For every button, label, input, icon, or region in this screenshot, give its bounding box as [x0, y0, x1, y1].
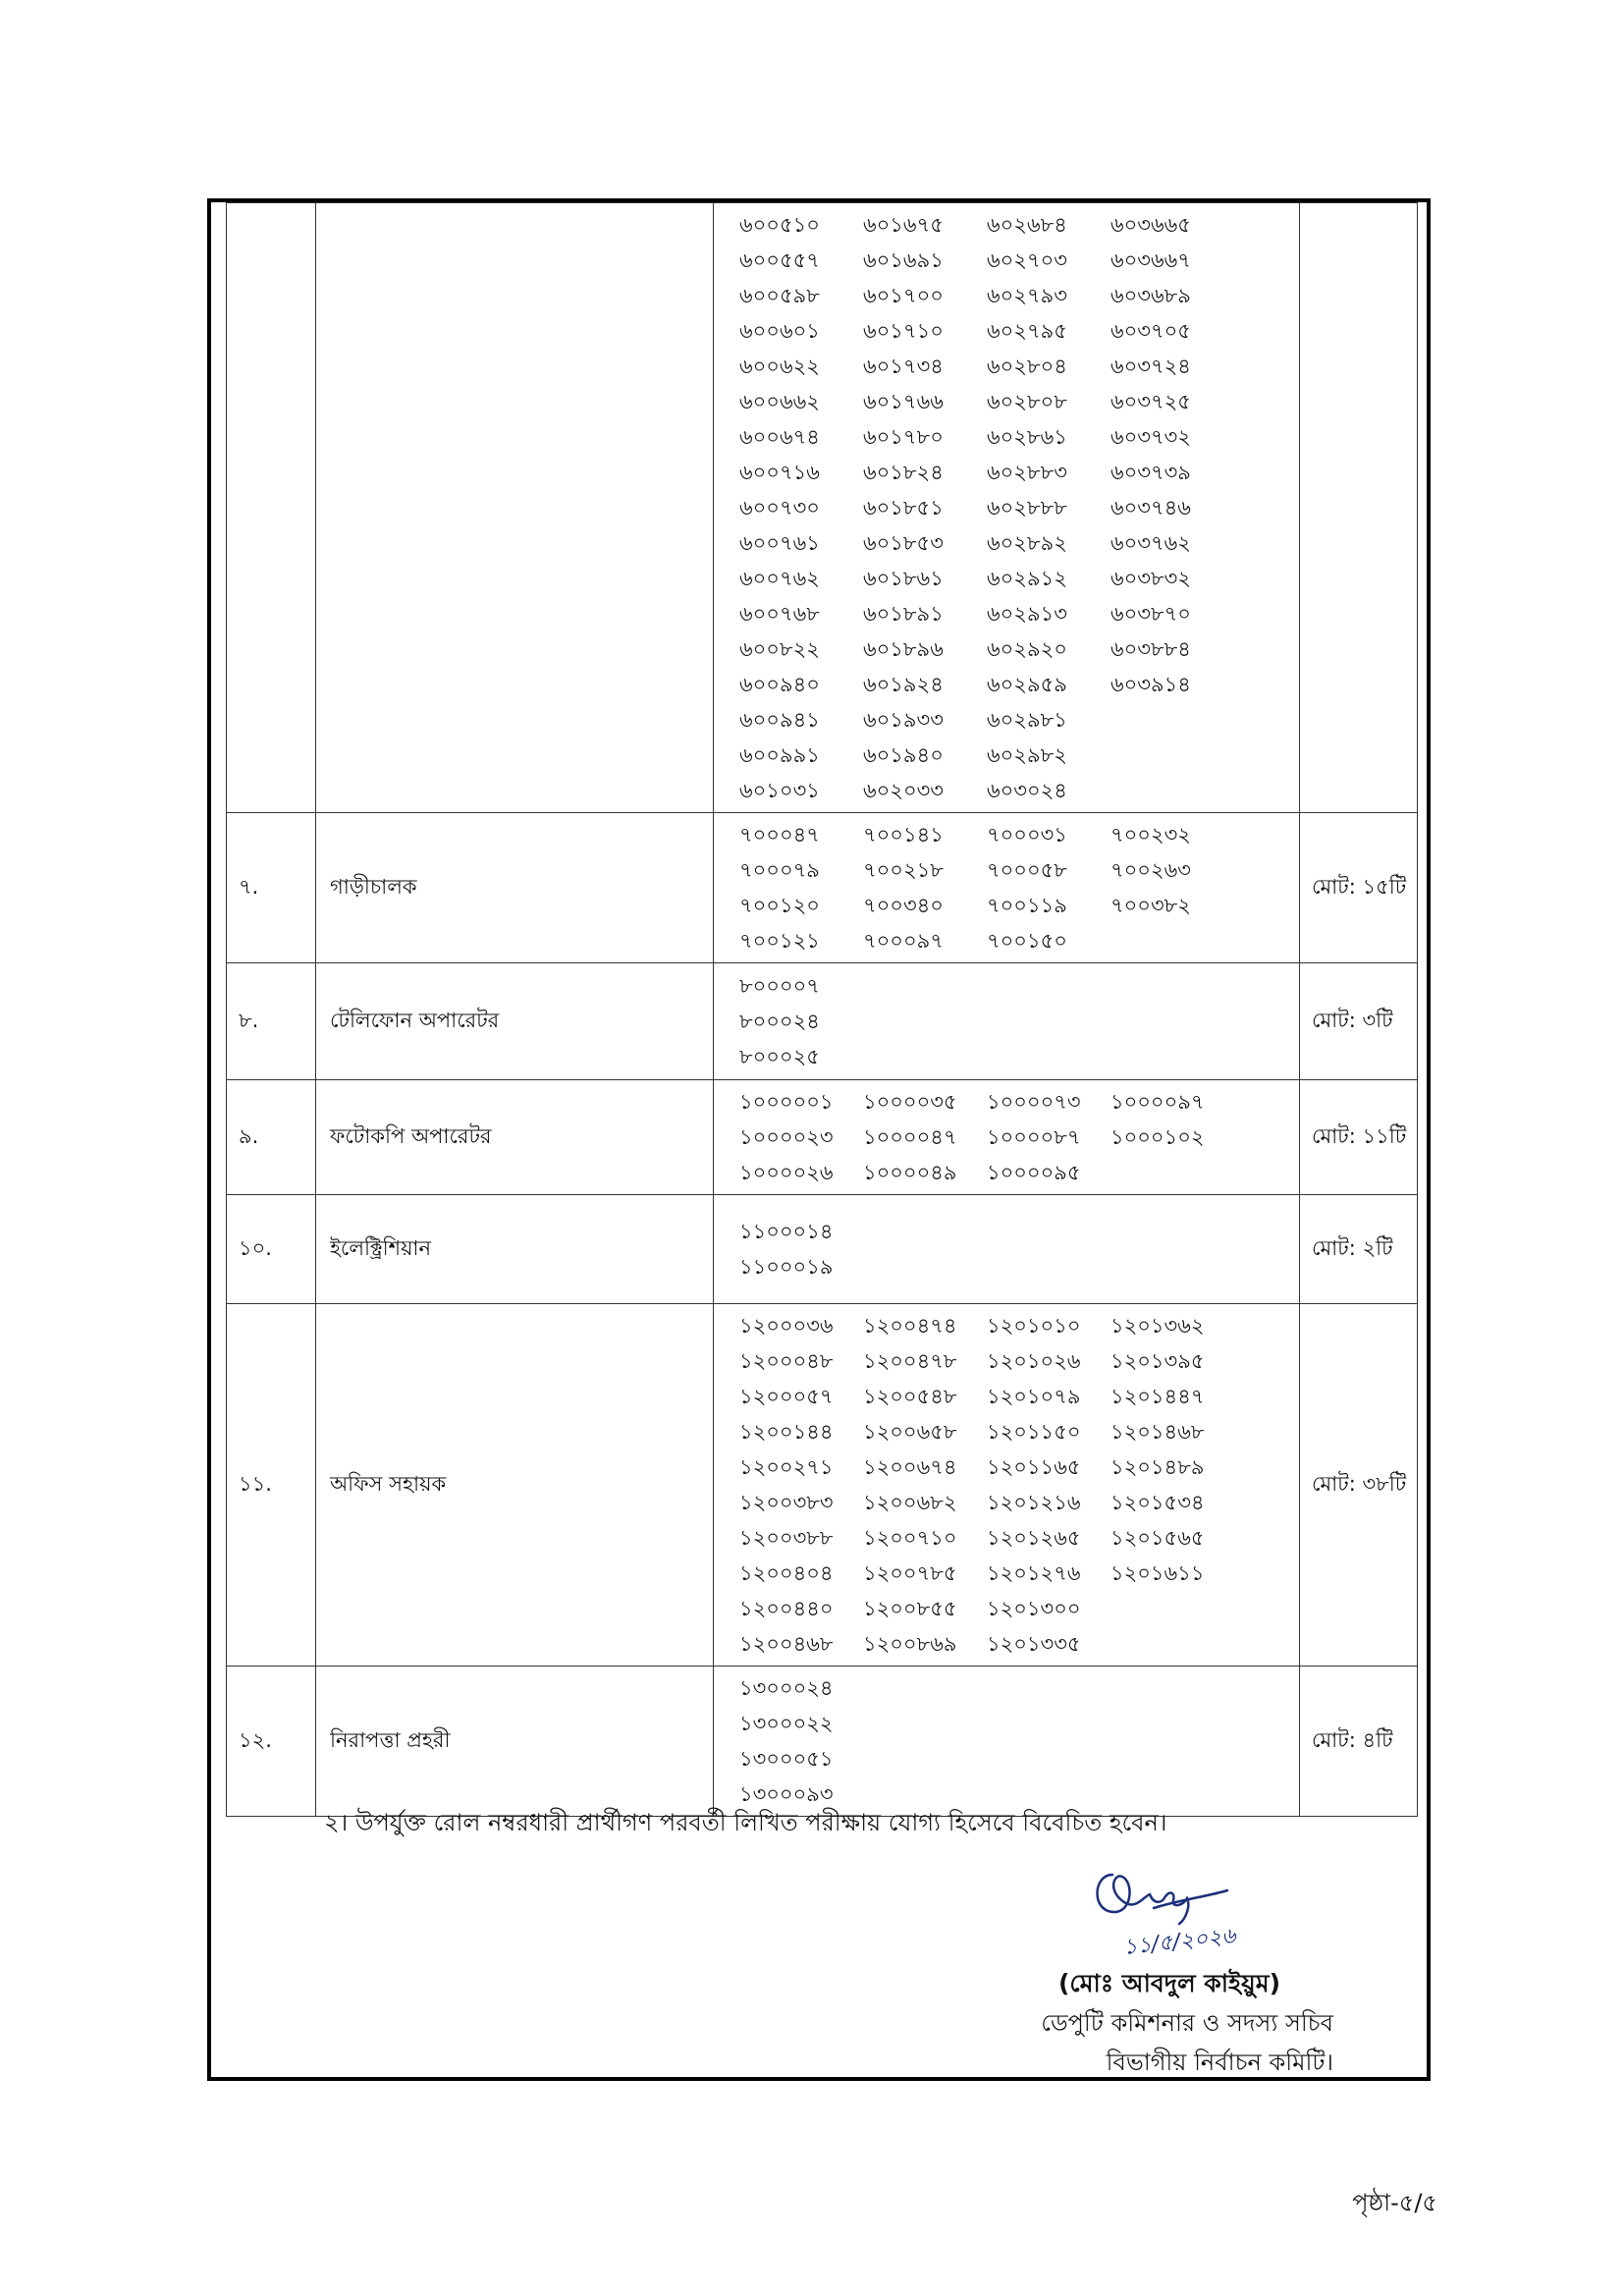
roll-number: ৬০২৮৬১ — [987, 425, 1067, 449]
roll-number: ৬০২৯১৩ — [987, 602, 1067, 626]
table-row — [227, 1304, 1418, 1667]
roll-number: ১২০০৭৮৫ — [863, 1561, 957, 1585]
roll-number: ৬০৩৭৩৯ — [1110, 461, 1191, 484]
roll-number: ৭০০০৫৮ — [987, 858, 1067, 882]
roll-number: ১২০০১৪৪ — [739, 1420, 834, 1444]
signatory-name: (মোঃ আবদুল কাইয়ুম) — [1058, 1969, 1281, 1997]
roll-number: ৬০০৯৯১ — [739, 743, 820, 767]
roll-number: ১২০০০৫৭ — [739, 1385, 834, 1408]
roll-number: ৬০২৯৫৯ — [987, 673, 1067, 696]
roll-number: ১২০১৩৯৫ — [1110, 1349, 1205, 1373]
roll-number: ১৩০০০৫১ — [739, 1747, 834, 1771]
roll-number: ৭০০২১৮ — [863, 858, 944, 882]
roll-number: ১২০০৮৫৫ — [863, 1597, 957, 1620]
roll-number: ৬০০৯৪০ — [739, 673, 820, 696]
roll-number: ৬০০৬৬২ — [739, 390, 820, 413]
roll-number: ৭০০১১৯ — [987, 894, 1067, 917]
roll-number: ৭০০১৪১ — [863, 823, 944, 847]
roll-number-list — [739, 968, 1299, 1074]
roll-number: ১২০১৪৪৭ — [1110, 1385, 1205, 1408]
roll-number: ৭০০০৯৭ — [863, 929, 944, 953]
roll-number: ১২০১১৬৫ — [987, 1455, 1081, 1479]
roll-number: ৬০০৬২২ — [739, 355, 820, 378]
roll-number — [1110, 738, 1234, 773]
roll-number: ১০০০০২৬ — [739, 1161, 834, 1184]
roll-number: ১২০০৮৬৯ — [863, 1632, 957, 1656]
roll-number-list — [739, 1670, 1299, 1812]
roll-number: ৬০০৫৫৭ — [739, 248, 820, 272]
roll-number: ১২০১৩৬২ — [1110, 1314, 1205, 1338]
roll-number: ১০০০১০২ — [1110, 1125, 1205, 1149]
roll-number: ৬০১৮৬১ — [863, 567, 944, 590]
roll-number: ৬০১৮৫৩ — [863, 531, 944, 555]
roll-number: ৬০১৮৯৬ — [863, 637, 944, 661]
roll-number — [1110, 773, 1234, 808]
roll-number: ৬০১৭৩৪ — [863, 355, 944, 378]
roll-number: ১৩০০০২৪ — [739, 1676, 834, 1700]
roll-number: ৬০০৬৭৪ — [739, 425, 820, 449]
roll-numbers-cell — [714, 1195, 1300, 1304]
roll-number: ৬০৩৭৪৬ — [1110, 496, 1191, 519]
roll-numbers-cell — [714, 963, 1300, 1080]
roll-number: ১০০০০৪৯ — [863, 1161, 957, 1184]
post-cell: ফটোকপি অপারেটর — [316, 1080, 714, 1195]
serial-cell — [227, 203, 316, 813]
signature-date: ১১/৫/২০২৬ — [1121, 1924, 1237, 1960]
roll-number: ৬০১৯৪০ — [863, 743, 944, 767]
roll-number: ৮০০০০৭ — [739, 974, 820, 998]
roll-number: ৬০০৫১০ — [739, 213, 820, 237]
roll-number: ৭০০১৫০ — [987, 929, 1067, 953]
roll-number — [1110, 1626, 1234, 1662]
roll-number: ৮০০০২৫ — [739, 1045, 820, 1068]
roll-number: ১২০১৪৬৮ — [1110, 1420, 1205, 1444]
roll-number: ১২০০৬৫৮ — [863, 1420, 957, 1444]
roll-number: ৬০১৬৯১ — [863, 248, 944, 272]
roll-number: ১২০০৭১০ — [863, 1526, 957, 1550]
roll-number: ৬০৩৬৬৫ — [1110, 213, 1191, 237]
roll-number: ১০০০০০১ — [739, 1090, 834, 1114]
table-row — [227, 813, 1418, 963]
roll-number: ৭০০৩৪০ — [863, 894, 944, 917]
roll-number — [1110, 1155, 1234, 1190]
roll-number: ৭০০১২০ — [739, 894, 820, 917]
serial-cell: ১২. — [227, 1667, 316, 1817]
roll-number: ৬০০৭৬১ — [739, 531, 820, 555]
roll-number: ৬০০৬০১ — [739, 319, 820, 343]
total-count: মোট: ৩টি — [1300, 963, 1418, 1080]
roll-number: ৬০২৮৮৩ — [987, 461, 1067, 484]
roll-number: ১২০০০৩৬ — [739, 1314, 834, 1338]
roll-number: ৬০২৮৯২ — [987, 531, 1067, 555]
post-cell: টেলিফোন অপারেটর — [316, 963, 714, 1080]
roll-numbers-cell — [714, 203, 1300, 813]
roll-number: ১৩০০০২২ — [739, 1712, 834, 1735]
roll-number: ১২০১১৫০ — [987, 1420, 1081, 1444]
roll-number: ১২০১২৭৬ — [987, 1561, 1081, 1585]
roll-number: ১২০১৪৮৯ — [1110, 1455, 1205, 1479]
post-cell: অফিস সহায়ক — [316, 1304, 714, 1667]
roll-number: ১২০০৩৮৩ — [739, 1491, 834, 1514]
roll-number: ১২০০৪৭৪ — [863, 1314, 957, 1338]
roll-number: ৬০২৮০৪ — [987, 355, 1067, 378]
total-count: মোট: ৪টি — [1300, 1667, 1418, 1817]
roll-number: ৬০৩৭২৫ — [1110, 390, 1191, 413]
eligibility-note: ২। উপর্যুক্ত রোল নম্বরধারী প্রার্থীগণ পরবর্তী লিখিত পরীক্ষায় যোগ্য হিসেবে বিবেচিত হবেন। — [324, 1809, 1167, 1836]
roll-number: ৬০২৯১২ — [987, 567, 1067, 590]
roll-number: ৬০২০৩৩ — [863, 779, 944, 802]
roll-number: ৬০০৫৯৮ — [739, 284, 820, 307]
roll-number: ১০০০০৪৭ — [863, 1125, 957, 1149]
roll-number: ১২০০৪৭৮ — [863, 1349, 957, 1373]
roll-number — [1110, 702, 1234, 738]
post-cell — [316, 203, 714, 813]
post-cell: নিরাপত্তা প্রহরী — [316, 1667, 714, 1817]
roll-number: ৬০২৭৯৩ — [987, 284, 1067, 307]
roll-number: ১২০১৩৩৫ — [987, 1632, 1081, 1656]
roll-number-grid — [739, 1308, 1299, 1662]
roll-number: ৬০৩৯১৪ — [1110, 673, 1191, 696]
roll-number — [1110, 923, 1234, 958]
roll-number: ৬০২৭০৩ — [987, 248, 1067, 272]
roll-number: ৬০৩৬৬৭ — [1110, 248, 1191, 272]
roll-number: ৬০১৭০০ — [863, 284, 944, 307]
roll-number: ৬০০৮২২ — [739, 637, 820, 661]
roll-number: ৬০২৯৮১ — [987, 708, 1067, 732]
roll-number: ৭০০২৬৩ — [1110, 858, 1191, 882]
roll-number: ৬০০৭১৬ — [739, 461, 820, 484]
table-row — [227, 203, 1418, 813]
total-count: মোট: ১৫টি — [1300, 813, 1418, 963]
roll-number: ১২০০৪৪০ — [739, 1597, 834, 1620]
roll-number: ১০০০০৩৫ — [863, 1090, 957, 1114]
roll-number-grid — [739, 207, 1299, 808]
roll-number: ১২০০৪০৪ — [739, 1561, 834, 1585]
roll-numbers-cell — [714, 813, 1300, 963]
roll-number: ১০০০০২৩ — [739, 1125, 834, 1149]
roll-number: ৬০০৭৩০ — [739, 496, 820, 519]
roll-number: ৬০৩৮৮৪ — [1110, 637, 1191, 661]
results-table — [226, 202, 1418, 1817]
roll-number-grid — [739, 817, 1299, 958]
roll-number: ৬০৩৭০৫ — [1110, 319, 1191, 343]
roll-number: ৬০৩৮৩২ — [1110, 567, 1191, 590]
table-row — [227, 963, 1418, 1080]
total-count: মোট: ৩৮টি — [1300, 1304, 1418, 1667]
signatory-designation — [1041, 2003, 1333, 2082]
serial-cell: ৮. — [227, 963, 316, 1080]
roll-number: ৬০১৭৬৬ — [863, 390, 944, 413]
designation-line: বিভাগীয় নির্বাচন কমিটি। — [1106, 2049, 1333, 2076]
roll-number: ১২০০৬৮২ — [863, 1491, 957, 1514]
roll-numbers-cell — [714, 1667, 1300, 1817]
page-number: পৃষ্ঠা-৫/৫ — [1352, 2189, 1437, 2216]
roll-number: ১২০১৫৬৫ — [1110, 1526, 1205, 1550]
roll-number: ৬০১৯২৪ — [863, 673, 944, 696]
serial-cell: ১১. — [227, 1304, 316, 1667]
roll-number: ৬০২৮০৮ — [987, 390, 1067, 413]
roll-number: ৭০০০৭৯ — [739, 858, 820, 882]
roll-number: ৬০২৯৮২ — [987, 743, 1067, 767]
roll-number: ৬০০৭৬৮ — [739, 602, 820, 626]
roll-number: ৬০৩৭২৪ — [1110, 355, 1191, 378]
roll-number: ১২০১০২৬ — [987, 1349, 1081, 1373]
roll-number: ৬০১৮৫১ — [863, 496, 944, 519]
table-row — [227, 1667, 1418, 1817]
table-row — [227, 1080, 1418, 1195]
roll-number: ১২০১৬১১ — [1110, 1561, 1205, 1585]
roll-number: ১২০১২৬৫ — [987, 1526, 1081, 1550]
roll-number: ১২০০২৭১ — [739, 1455, 834, 1479]
roll-number: ১২০১০৭৯ — [987, 1385, 1081, 1408]
roll-number: ১১০০০১৯ — [739, 1255, 834, 1279]
designation-line: ডেপুটি কমিশনার ও সদস্য সচিব — [1041, 2009, 1333, 2037]
roll-number: ৬০০৯৪১ — [739, 708, 820, 732]
roll-number: ১১০০০১৪ — [739, 1220, 834, 1243]
roll-number-list — [739, 1214, 1299, 1285]
post-cell: গাড়ীচালক — [316, 813, 714, 963]
roll-number: ৬০৩০২৪ — [987, 779, 1067, 802]
roll-number: ৬০১৯৩৩ — [863, 708, 944, 732]
roll-number: ৬০১০৩১ — [739, 779, 820, 802]
total-cell — [1300, 203, 1418, 813]
roll-number: ১০০০০৯৭ — [1110, 1090, 1205, 1114]
roll-number: ১২০১২১৬ — [987, 1491, 1081, 1514]
roll-number: ১২০১৫৩৪ — [1110, 1491, 1205, 1514]
roll-number: ৬০১৭৮০ — [863, 425, 944, 449]
roll-number: ৭০০১২১ — [739, 929, 820, 953]
table-row — [227, 1195, 1418, 1304]
roll-number: ৬০৩৬৮৯ — [1110, 284, 1191, 307]
roll-number: ৬০৩৭৩২ — [1110, 425, 1191, 449]
roll-number — [1110, 1591, 1234, 1626]
roll-number: ১২০০৬৭৪ — [863, 1455, 957, 1479]
roll-number: ১২০০৫৪৮ — [863, 1385, 957, 1408]
roll-number: ৭০০০৪৭ — [739, 823, 820, 847]
roll-number: ৬০৩৭৬২ — [1110, 531, 1191, 555]
roll-number: ১০০০০৭৩ — [987, 1090, 1081, 1114]
roll-number: ৬০১৬৭৫ — [863, 213, 944, 237]
roll-number: ৭০০২৩২ — [1110, 823, 1191, 847]
total-count: মোট: ১১টি — [1300, 1080, 1418, 1195]
roll-number: ১০০০০৮৭ — [987, 1125, 1081, 1149]
roll-number: ৭০০০৩১ — [987, 823, 1067, 847]
roll-number: ৬০০৭৬২ — [739, 567, 820, 590]
serial-cell: ১০. — [227, 1195, 316, 1304]
roll-number: ৬০২৬৮৪ — [987, 213, 1067, 237]
roll-numbers-cell — [714, 1080, 1300, 1195]
total-count: মোট: ২টি — [1300, 1195, 1418, 1304]
roll-number: ১২০০৩৮৮ — [739, 1526, 834, 1550]
roll-number: ৬০১৭১০ — [863, 319, 944, 343]
roll-number: ৬০১৮৯১ — [863, 602, 944, 626]
roll-number: ৬০৩৮৭০ — [1110, 602, 1191, 626]
roll-number: ১২০০০৪৮ — [739, 1349, 834, 1373]
roll-number: ১২০০৪৬৮ — [739, 1632, 834, 1656]
roll-number: ৬০১৮২৪ — [863, 461, 944, 484]
roll-number: ১২০১০১০ — [987, 1314, 1081, 1338]
roll-numbers-cell — [714, 1304, 1300, 1667]
roll-number: ৭০০৩৮২ — [1110, 894, 1191, 917]
roll-number: ১২০১৩০০ — [987, 1597, 1081, 1620]
serial-cell: ৭. — [227, 813, 316, 963]
roll-number: ৬০২৯২০ — [987, 637, 1067, 661]
roll-number-grid — [739, 1084, 1299, 1190]
post-cell: ইলেক্ট্রিশিয়ান — [316, 1195, 714, 1304]
roll-number: ১৩০০০৯৩ — [739, 1782, 834, 1806]
roll-number: ৬০২৭৯৫ — [987, 319, 1067, 343]
roll-number: ৮০০০২৪ — [739, 1010, 820, 1033]
serial-cell: ৯. — [227, 1080, 316, 1195]
roll-number: ১০০০০৯৫ — [987, 1161, 1081, 1184]
roll-number: ৬০২৮৮৮ — [987, 496, 1067, 519]
